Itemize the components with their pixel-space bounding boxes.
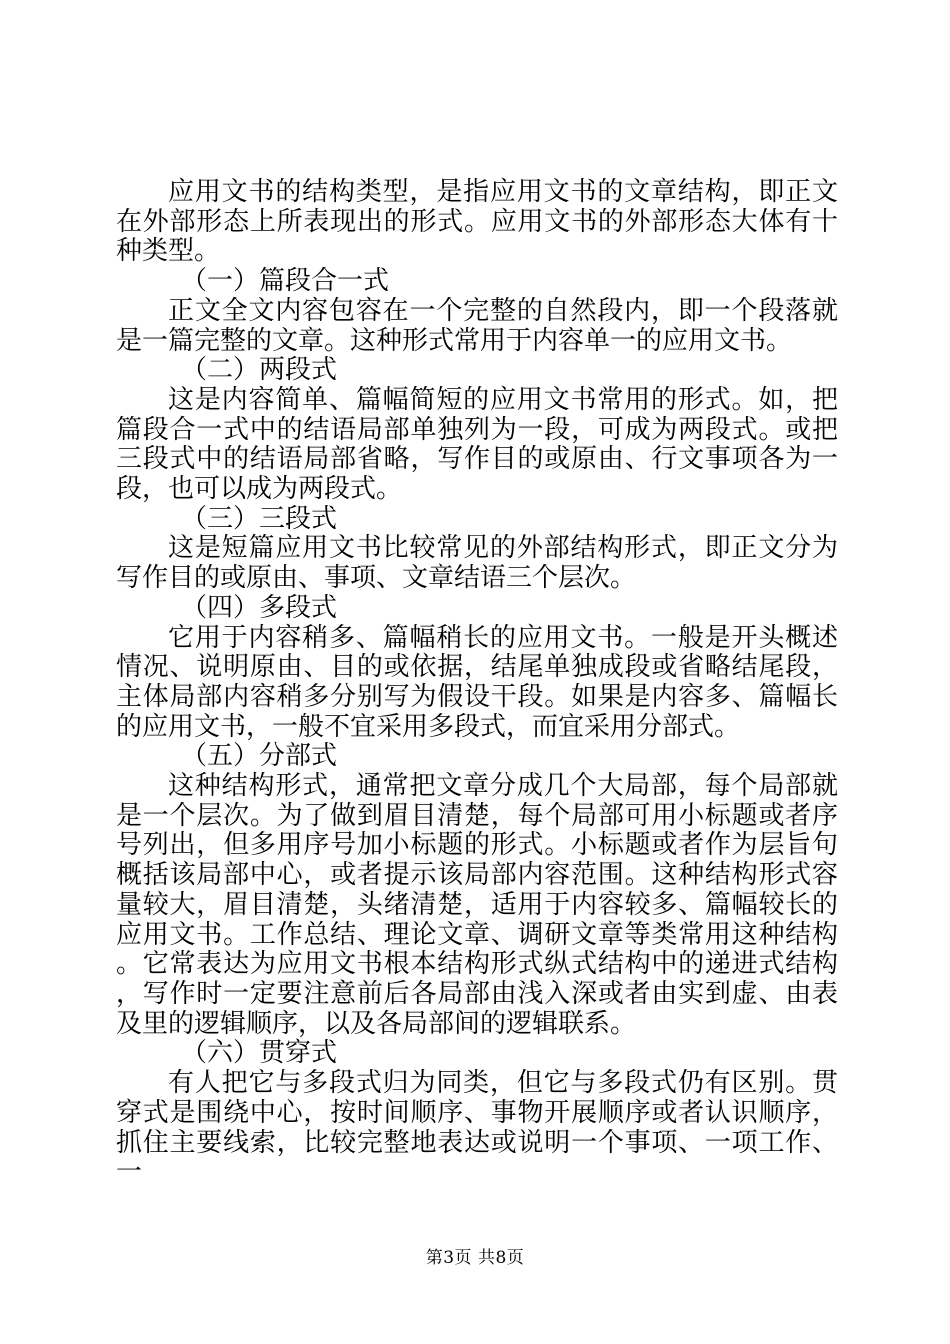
section-body-5: 这种结构形式，通常把文章分成几个大局部，每个局部就是一个层次。为了做到眉目清楚，每个局部可用小标题或者序号列出，但多用序号加小标题的形式。小标题或者作为层旨句概括该局部中心，或者提示该局部内容范围。这种结构形式容量较大，眉目清楚，头绪清楚，适用于内容较多、篇幅较长的应用文书。工作总结、理论文章、调研文章等类常用这种结构。它常表达为应用文书根本结构形式纵式结构中的递进式结构，写作时一定要注意前后各局部由浅入深或者由实到虚、由表及里的逻辑顺序，以及各局部间的逻辑联系。: [116, 771, 838, 1039]
section-body-2: 这是内容简单、篇幅简短的应用文书常用的形式。如，把篇段合一式中的结语局部单独列为一段，可成为两段式。或把三段式中的结语局部省略，写作目的或原由、行文事项各为一段，也可以成为两段式。: [116, 384, 838, 505]
section-heading-1: （一）篇段合一式: [181, 266, 390, 297]
document-body: [116, 178, 838, 1188]
section-body-3: 这是短篇应用文书比较常见的外部结构形式，即正文分为写作目的或原由、事项、文章结语三个层次。: [116, 533, 838, 594]
section-heading-3: （三）三段式: [181, 503, 338, 534]
section-heading-4: （四）多段式: [181, 592, 338, 623]
section-body-4: 它用于内容稍多、篇幅稍长的应用文书。一般是开头概述情况、说明原由、目的或依据，结尾单独成段或省略结尾段，主体局部内容稍多分别写为假设干段。如果是内容多、篇幅长的应用文书，一般不宜采用多段式，而宜采用分部式。: [116, 622, 838, 742]
intro-paragraph: 应用文书的结构类型，是指应用文书的文章结构，即正文在外部形态上所表现出的形式。应用文书的外部形态大体有十种类型。: [116, 177, 838, 267]
page-number-footer: 第3页 共8页: [425, 1248, 525, 1268]
section-heading-5: （五）分部式: [181, 741, 338, 772]
section-body-6: 有人把它与多段式归为同类，但它与多段式仍有区别。贯穿式是围绕中心，按时间顺序、事物开展顺序或者认识顺序，抓住主要线索，比较完整地表达或说明一个事项、一项工作、一: [116, 1068, 838, 1188]
section-heading-6: （六）贯穿式: [181, 1038, 338, 1069]
section-heading-2: （二）两段式: [181, 355, 338, 386]
section-body-1: 正文全文内容包容在一个完整的自然段内，即一个段落就是一篇完整的文章。这种形式常用于内容单一的应用文书。: [116, 295, 838, 356]
